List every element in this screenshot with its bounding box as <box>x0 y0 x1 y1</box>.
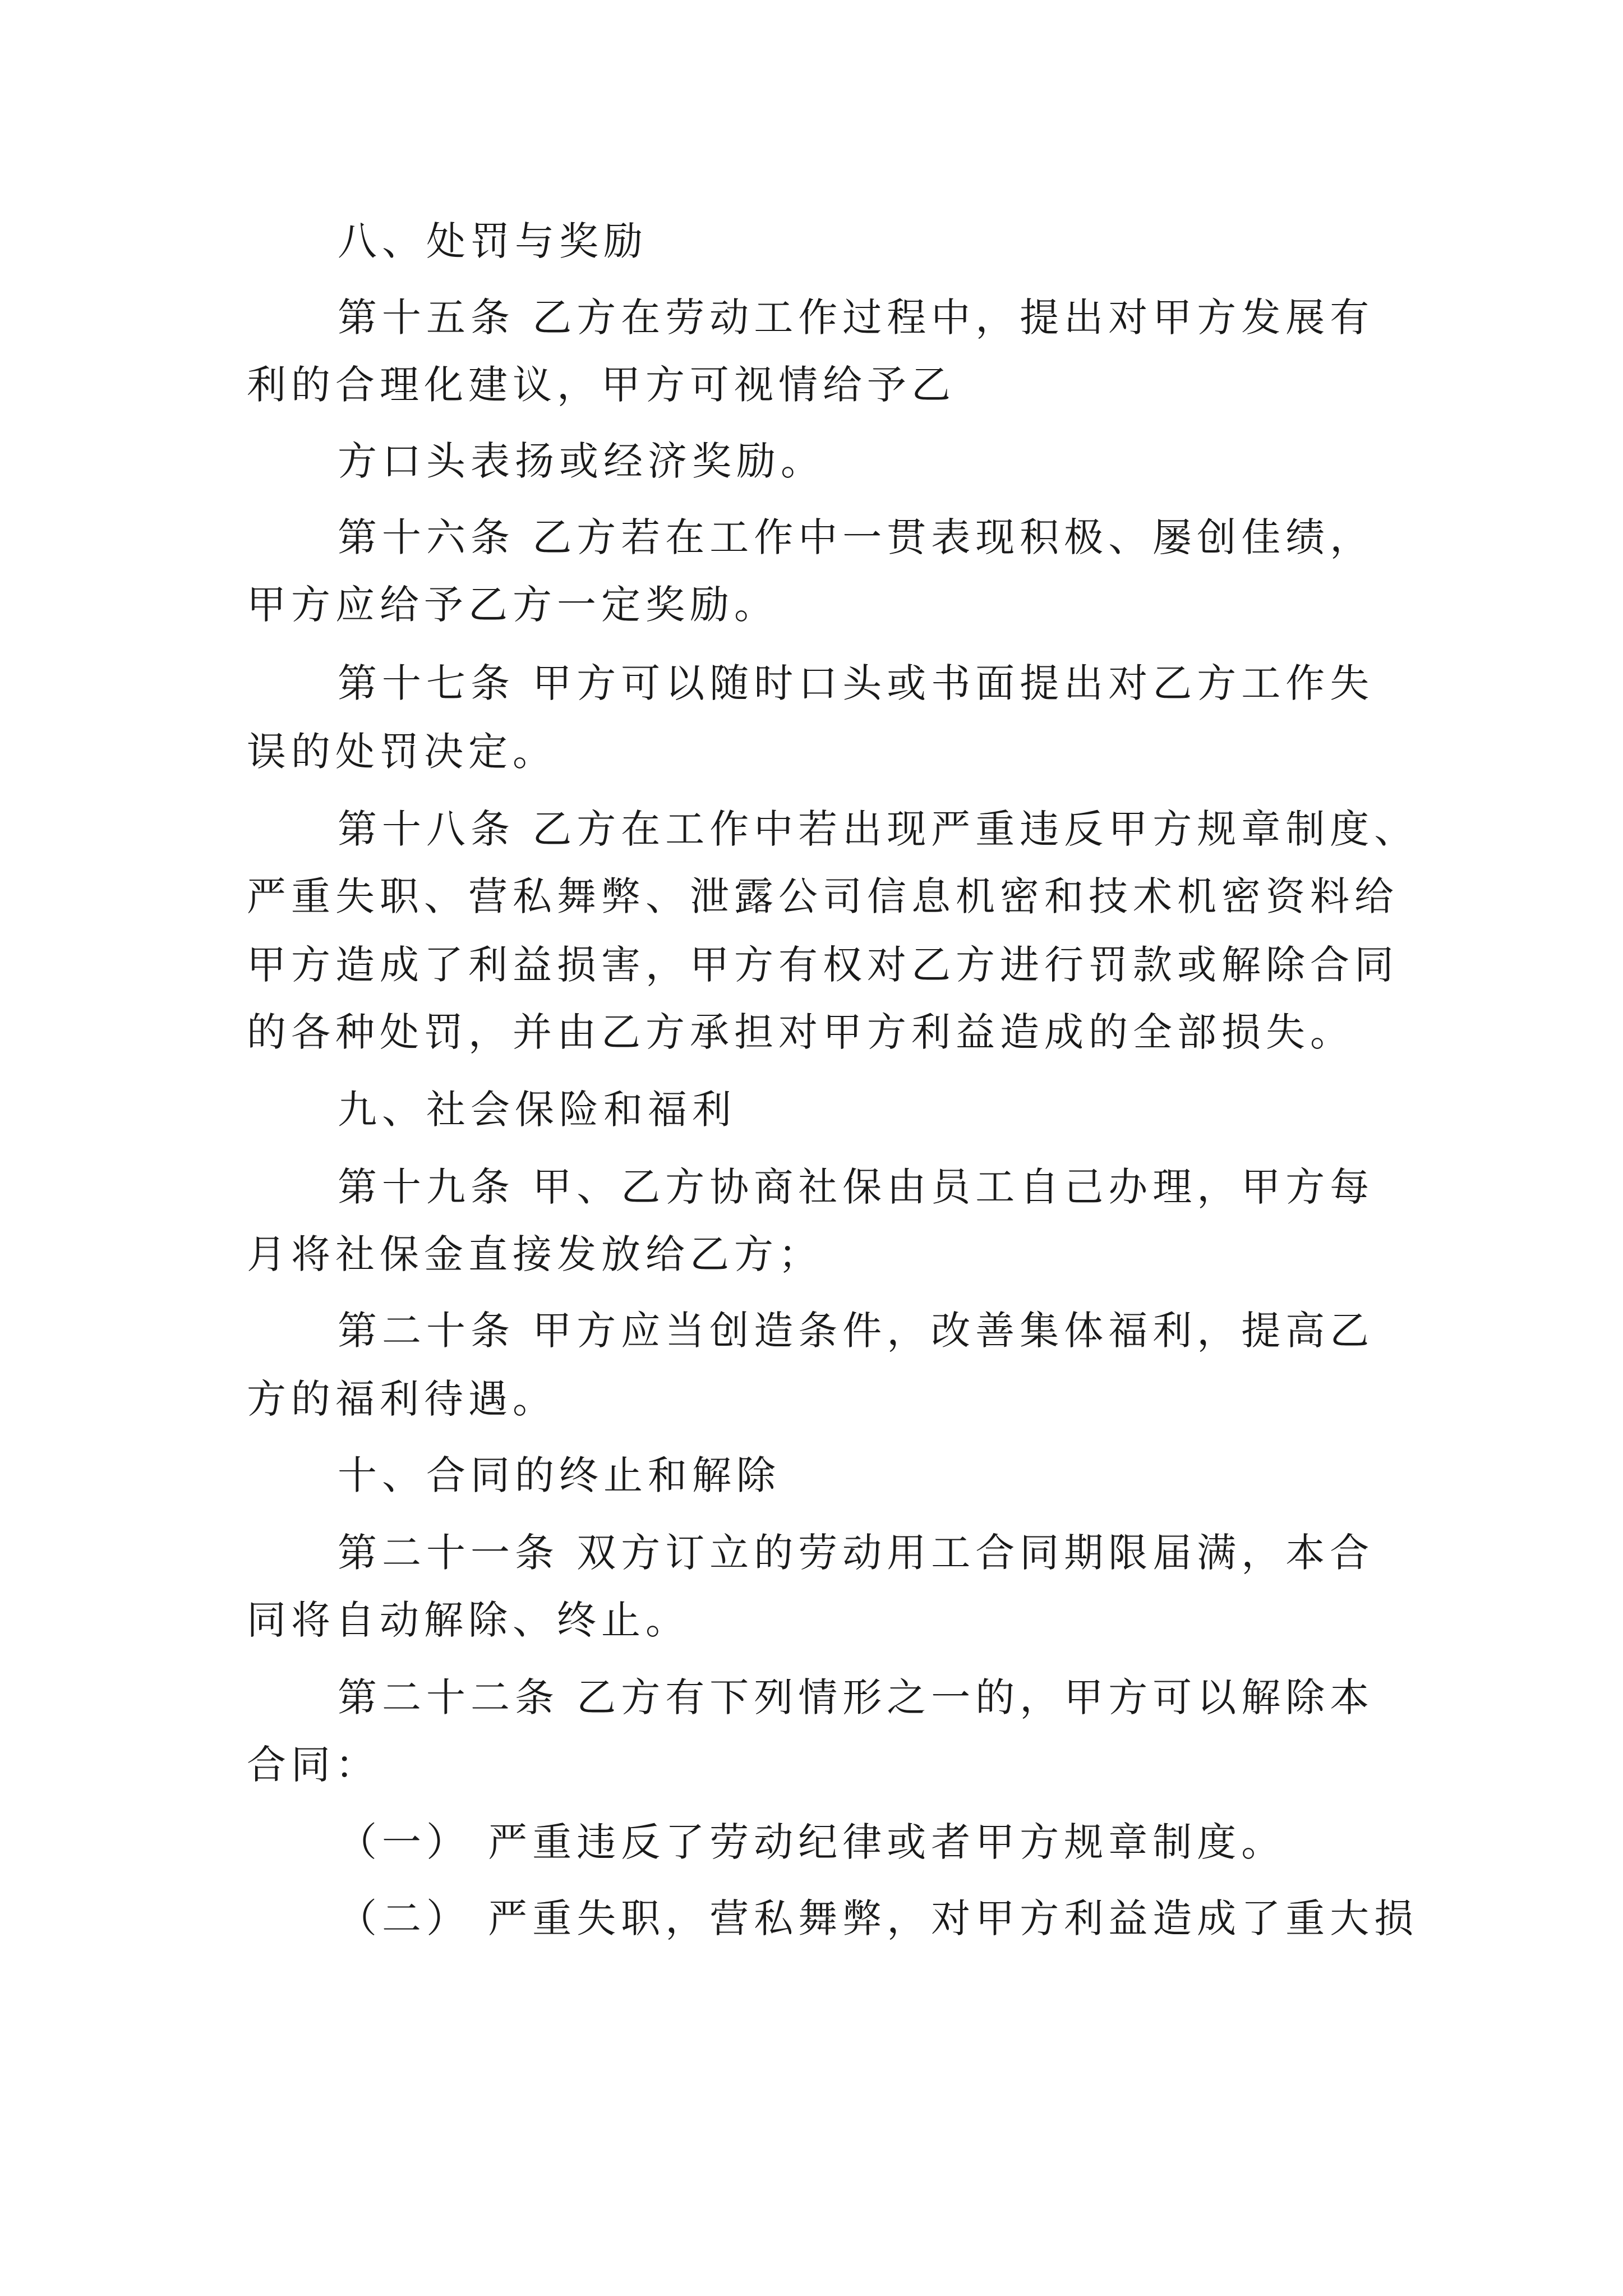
article-18-line-2: 严重失职、营私舞弊、泄露公司信息机密和技术机密资料给 <box>247 873 1399 919</box>
article-19-line-1: 第十九条 甲、乙方协商社保由员工自己办理，甲方每 <box>338 1164 1375 1210</box>
article-22-line-2: 合同： <box>247 1742 380 1788</box>
article-20-line-1: 第二十条 甲方应当创造条件，改善集体福利，提高乙 <box>338 1308 1375 1354</box>
article-16-line-2: 甲方应给予乙方一定奖励。 <box>247 582 778 628</box>
article-17-line-1: 第十七条 甲方可以随时口头或书面提出对乙方工作失 <box>338 660 1375 706</box>
article-15-line-3: 方口头表扬或经济奖励。 <box>338 438 825 484</box>
article-17-line-2: 误的处罚决定。 <box>247 729 557 775</box>
article-22-line-1: 第二十二条 乙方有下列情形之一的，甲方可以解除本 <box>338 1674 1375 1720</box>
clause-2-line-1: （二） 严重失职，营私舞弊，对甲方利益造成了重大损 <box>338 1895 1419 1941</box>
article-15-line-2: 利的合理化建议，甲方可视情给予乙 <box>247 362 956 408</box>
article-16-line-1: 第十六条 乙方若在工作中一贯表现积极、屡创佳绩， <box>338 514 1375 560</box>
section-heading-termination: 十、合同的终止和解除 <box>338 1452 781 1498</box>
article-21-line-2: 同将自动解除、终止。 <box>247 1597 690 1643</box>
article-21-line-1: 第二十一条 双方订立的劳动用工合同期限届满，本合 <box>338 1530 1375 1576</box>
article-19-line-2: 月将社保金直接发放给乙方； <box>247 1231 823 1277</box>
article-18-line-3: 甲方造成了利益损害，甲方有权对乙方进行罚款或解除合同 <box>247 942 1399 988</box>
clause-1-line-1: （一） 严重违反了劳动纪律或者甲方规章制度。 <box>338 1819 1286 1865</box>
article-15-line-1: 第十五条 乙方在劳动工作过程中，提出对甲方发展有 <box>338 295 1375 341</box>
section-heading-social-insurance: 九、社会保险和福利 <box>338 1087 736 1133</box>
article-18-line-1: 第十八条 乙方在工作中若出现严重违反甲方规章制度、 <box>338 806 1419 852</box>
article-18-line-4: 的各种处罚，并由乙方承担对甲方利益造成的全部损失。 <box>247 1009 1354 1055</box>
article-20-line-2: 方的福利待遇。 <box>247 1376 557 1422</box>
section-heading-penalties-rewards: 八、处罚与奖励 <box>338 218 648 264</box>
